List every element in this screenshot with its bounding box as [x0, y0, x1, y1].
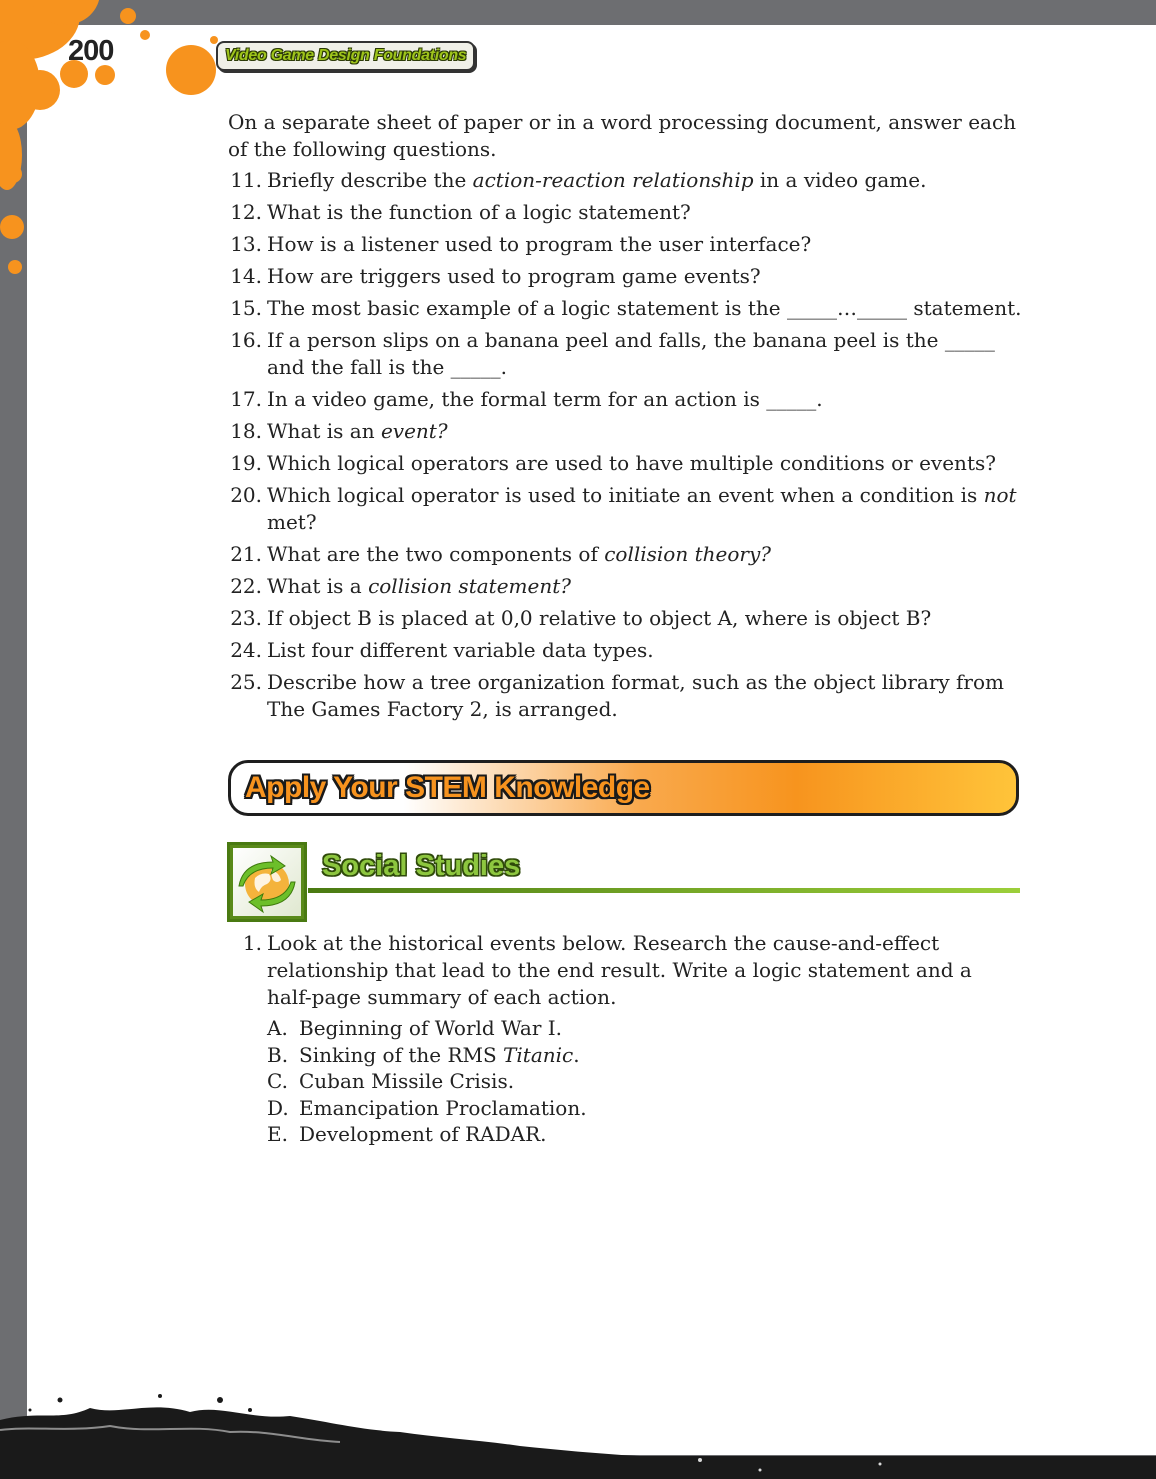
question-text: How are triggers used to program game events?	[267, 264, 761, 288]
question-item	[228, 573, 1028, 600]
book-title-badge: Video Game Design Foundations	[216, 41, 475, 71]
question-text: What is an event?	[267, 419, 448, 443]
stem-banner-title: Apply Your STEM Knowledge	[245, 771, 650, 804]
question-number: 24.	[230, 638, 262, 662]
question-item	[228, 386, 1028, 413]
question-number: 21.	[230, 542, 262, 566]
question-number: 13.	[230, 232, 262, 256]
question-number: 25.	[230, 670, 262, 694]
section-title: Social Studies	[322, 850, 521, 882]
page-number: 200	[68, 35, 114, 67]
question-text: The most basic example of a logic statement is the _____…_____ statement.	[267, 296, 1022, 320]
event-item	[267, 1068, 1018, 1095]
question-number: 14.	[230, 264, 262, 288]
activity-number: 1.	[242, 931, 262, 955]
question-number: 20.	[230, 483, 262, 507]
question-text: What is the function of a logic statement?	[267, 200, 691, 224]
activity-item	[228, 930, 1018, 1011]
question-number: 15.	[230, 296, 262, 320]
historical-events-list	[228, 1015, 1018, 1148]
question-item	[228, 263, 1028, 290]
event-text: Cuban Missile Crisis.	[299, 1069, 515, 1093]
event-item	[267, 1042, 1018, 1069]
question-text: What are the two components of collision theory?	[267, 542, 771, 566]
question-item	[228, 450, 1028, 477]
question-item	[228, 327, 1028, 381]
event-text: Beginning of World War I.	[299, 1016, 563, 1040]
event-item	[267, 1015, 1018, 1042]
event-text: Development of RADAR.	[299, 1122, 547, 1146]
question-number: 16.	[230, 328, 262, 352]
question-text: If object B is placed at 0,0 relative to object A, where is object B?	[267, 606, 932, 630]
globe-arrows-icon	[227, 842, 307, 922]
question-number: 19.	[230, 451, 262, 475]
question-text: In a video game, the formal term for an action is _____.	[267, 387, 823, 411]
activity-text: Look at the historical events below. Research the cause-and-effect relationship that lead to the end result. Write a logic statement and a half-page summary of each action.	[267, 931, 972, 1009]
activity-block	[228, 930, 1018, 1148]
question-item	[228, 167, 1028, 194]
instructions-paragraph: On a separate sheet of paper or in a word processing document, answer each of the following questions.	[228, 110, 1017, 161]
event-text: Sinking of the RMS Titanic.	[299, 1042, 580, 1067]
grunge-ink-border	[0, 1360, 1156, 1479]
question-number: 12.	[230, 200, 262, 224]
question-item	[228, 637, 1028, 664]
event-item	[267, 1121, 1018, 1148]
question-text: Which logical operator is used to initiate an event when a condition is not met?	[267, 483, 1017, 534]
question-item	[228, 541, 1028, 568]
question-item	[228, 605, 1028, 632]
question-item	[228, 231, 1028, 258]
question-text: How is a listener used to program the user interface?	[267, 232, 812, 256]
question-number: 11.	[230, 168, 262, 192]
section-divider	[308, 888, 1020, 893]
question-item	[228, 418, 1028, 445]
event-letter: B.	[267, 1042, 289, 1067]
question-number: 18.	[230, 419, 262, 443]
event-letter: E.	[267, 1122, 288, 1146]
question-text: If a person slips on a banana peel and falls, the banana peel is the _____ and the fall is the _____.	[267, 328, 995, 379]
question-number: 22.	[230, 574, 262, 598]
question-number: 17.	[230, 387, 262, 411]
event-letter: D.	[267, 1095, 289, 1120]
question-text: Briefly describe the action-reaction relationship in a video game.	[267, 168, 927, 192]
review-questions-list	[228, 167, 1028, 728]
question-text: What is a collision statement?	[267, 574, 571, 598]
event-letter: C.	[267, 1069, 288, 1093]
question-item	[228, 295, 1028, 322]
question-text: Which logical operators are used to have multiple conditions or events?	[267, 451, 996, 475]
question-item	[228, 199, 1028, 226]
question-item	[228, 669, 1028, 723]
stem-knowledge-banner	[228, 760, 1019, 816]
question-item	[228, 482, 1028, 536]
question-text: Describe how a tree organization format, such as the object library from The Games Factory 2, is arranged.	[267, 670, 1005, 721]
question-number: 23.	[230, 606, 262, 630]
event-text: Emancipation Proclamation.	[299, 1095, 587, 1120]
question-text: List four different variable data types.	[267, 638, 654, 662]
event-letter: A.	[267, 1016, 288, 1040]
event-item	[267, 1095, 1018, 1122]
